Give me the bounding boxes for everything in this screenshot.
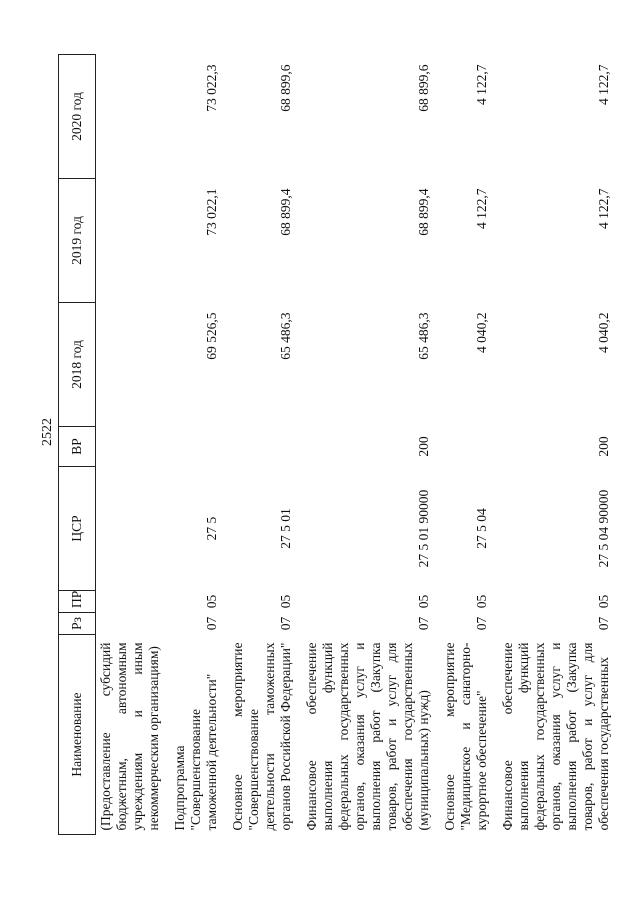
header-rz: Рз (59, 613, 96, 635)
row-vr (164, 427, 222, 467)
row-2020: 4 122,7 (596, 64, 611, 105)
row-2020: 4 122,7 (474, 64, 489, 105)
row-rz: 07 (474, 616, 489, 631)
header-2020: 2020 год (59, 55, 96, 179)
table-row (296, 55, 434, 835)
row-2020: 73 022,3 (204, 64, 219, 112)
row-csr: 27 5 04 (474, 508, 489, 549)
row-vr (222, 427, 296, 467)
budget-table-container (58, 55, 611, 835)
row-rz: 07 (596, 616, 611, 631)
header-csr: ЦСР (59, 467, 96, 591)
row-2018: 4 040,2 (474, 312, 489, 353)
row-pr: 05 (474, 594, 489, 609)
row-2020: 68 899,6 (278, 64, 293, 112)
table-row (222, 55, 296, 835)
row-csr: 27 5 04 90000 (596, 489, 611, 568)
row-csr (96, 467, 165, 591)
row-2019: 4 122,7 (474, 188, 489, 229)
row-pr: 05 (204, 594, 219, 609)
header-name: Наименование (59, 635, 96, 835)
table-row (492, 55, 614, 835)
table-row (164, 55, 222, 835)
row-2019: 73 022,1 (204, 188, 219, 236)
row-rz (96, 613, 165, 635)
header-pr: ПР (59, 591, 96, 613)
row-csr: 27 5 (204, 516, 219, 541)
budget-table (58, 54, 614, 835)
row-name: Финансовое обеспечение выполнения функций федеральных государственных органов, оказания услуг и выполнения работ (Закупка товаров, работ и услуг для обеспечения государственных (500, 642, 611, 831)
row-vr (434, 427, 492, 467)
table-row (96, 55, 165, 835)
row-rz: 07 (204, 616, 219, 631)
row-csr: 27 5 01 90000 (416, 489, 431, 568)
row-pr: 05 (278, 594, 293, 609)
row-pr (96, 591, 165, 613)
row-pr: 05 (596, 594, 611, 609)
row-rz: 07 (278, 616, 293, 631)
row-2020: 68 899,6 (416, 64, 431, 112)
row-2018: 69 526,5 (204, 312, 219, 360)
row-vr: 200 (416, 436, 431, 457)
row-2019: 68 899,4 (416, 188, 431, 236)
row-rz: 07 (416, 616, 431, 631)
page-number: 2522 (40, 418, 55, 446)
row-2018: 4 040,2 (596, 312, 611, 353)
row-2018: 65 486,3 (278, 312, 293, 360)
header-vr: ВР (59, 427, 96, 467)
row-name: Основное мероприятие "Медицинское и санаторно-курортное обеспечение" (442, 642, 489, 831)
row-csr: 27 5 01 (278, 508, 293, 549)
row-vr (96, 427, 165, 467)
row-2019: 4 122,7 (596, 188, 611, 229)
row-name: Подпрограмма "Совершенствование таможенной деятельности" (172, 673, 219, 831)
row-2019 (96, 179, 165, 303)
row-name: Финансовое обеспечение выполнения функций федеральных государственных органов, оказания услуг и выполнения работ (Закупка товаров, работ и услуг для обеспечения государственных (муниципальных) нужд) (304, 642, 431, 831)
table-row (434, 55, 492, 835)
row-name: (Предоставление субсидий бюджетным, автономным учреждениям и иным некоммерческим организациям) (98, 642, 161, 831)
row-vr: 200 (596, 436, 611, 457)
table-header-row (59, 55, 96, 835)
row-pr: 05 (416, 594, 431, 609)
row-2019: 68 899,4 (278, 188, 293, 236)
header-2018: 2018 год (59, 303, 96, 427)
row-2020 (96, 55, 165, 179)
row-2018: 65 486,3 (416, 312, 431, 360)
row-name: Основное мероприятие "Совершенствование деятельности таможенных органов Российской Федерации" (230, 642, 293, 831)
header-2019: 2019 год (59, 179, 96, 303)
row-2018 (96, 303, 165, 427)
